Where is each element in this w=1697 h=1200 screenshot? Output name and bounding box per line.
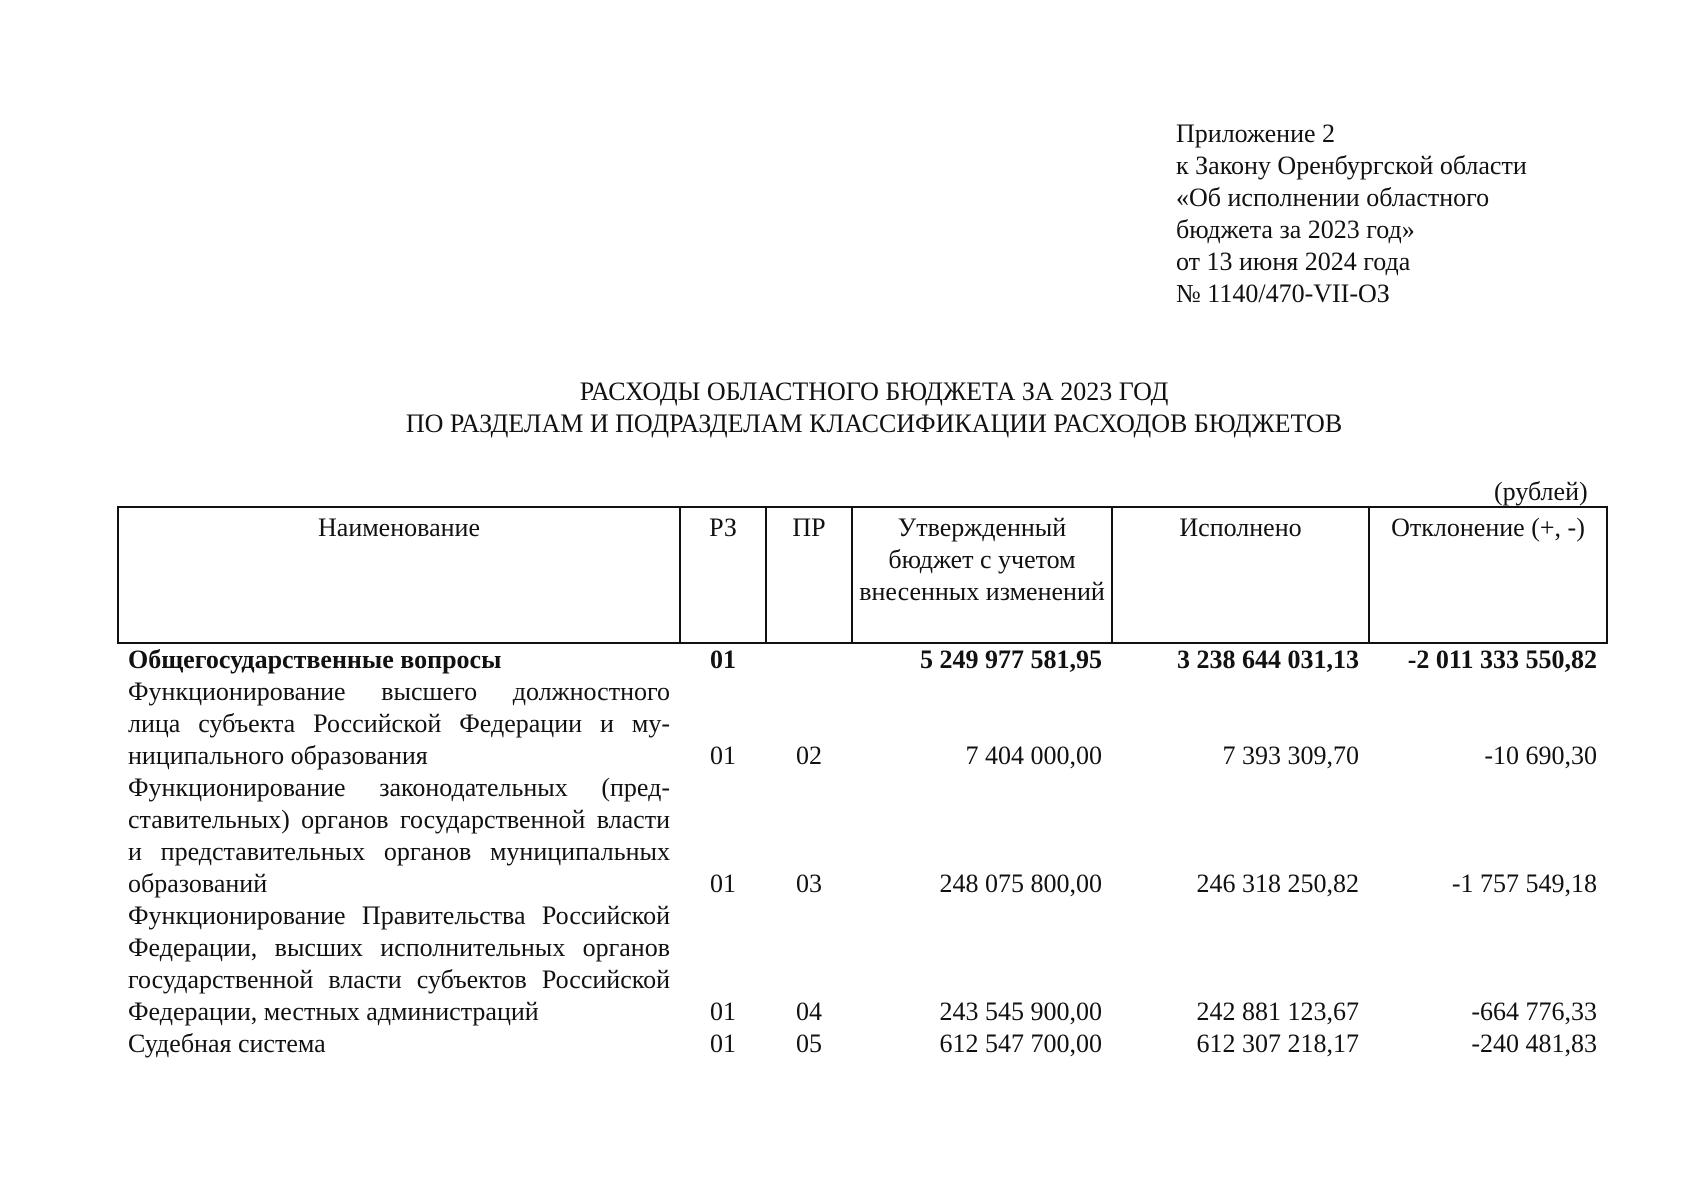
row-deviation: -2 011 333 550,82 (1407, 645, 1597, 674)
row-approved: 7 404 000,00 (965, 741, 1102, 770)
row-pr: 02 (796, 741, 822, 770)
row-rz: 01 (710, 1029, 736, 1058)
row-name: Общегосударственные вопросы (128, 645, 502, 674)
row-deviation: -664 776,33 (1471, 997, 1597, 1026)
units-label: (рублей) (1494, 477, 1588, 506)
appendix-line: № 1140/470-VII-ОЗ (1176, 279, 1390, 308)
document-title (0, 376, 1697, 440)
row-approved: 248 075 800,00 (939, 869, 1102, 898)
appendix-line: бюджета за 2023 год» (1176, 215, 1415, 244)
header-pr: ПР (766, 507, 852, 643)
row-pr: 05 (796, 1029, 822, 1058)
header-approved: Утвержденный бюджет с учетом внесенных изменений (852, 507, 1112, 643)
row-deviation: -1 757 549,18 (1451, 869, 1597, 898)
row-executed: 7 393 309,70 (1222, 741, 1359, 770)
header-deviation: Отклонение (+, -) (1369, 507, 1607, 643)
row-rz: 01 (710, 741, 736, 770)
table-row (118, 772, 1607, 900)
header-rz: РЗ (680, 507, 766, 643)
appendix-line: от 13 июня 2024 года (1176, 247, 1411, 276)
table-row (118, 643, 1607, 676)
appendix-note (1176, 118, 1527, 310)
row-approved: 5 249 977 581,95 (920, 645, 1102, 674)
row-deviation: -240 481,83 (1471, 1029, 1597, 1058)
row-rz: 01 (710, 645, 736, 674)
row-executed: 242 881 123,67 (1196, 997, 1359, 1026)
appendix-line: к Закону Оренбургской области (1176, 151, 1527, 180)
expenditure-table (117, 506, 1608, 1060)
row-name: Функционирование высшего должностного лица субъекта Российской Федерации и муниципального образования (128, 677, 670, 770)
header-executed: Исполнено (1112, 507, 1369, 643)
table-row (118, 900, 1607, 1028)
row-executed: 246 318 250,82 (1196, 869, 1359, 898)
row-deviation: -10 690,30 (1484, 741, 1597, 770)
appendix-line: «Об исполнении областного (1176, 183, 1490, 212)
row-executed: 3 238 644 031,13 (1177, 645, 1359, 674)
row-name: Судебная система (128, 1029, 326, 1058)
row-approved: 612 547 700,00 (939, 1029, 1102, 1058)
table-header-row (118, 507, 1607, 643)
row-approved: 243 545 900,00 (939, 997, 1102, 1026)
title-line-2: ПО РАЗДЕЛАМ И ПОДРАЗДЕЛАМ КЛАССИФИКАЦИИ РАСХОДОВ БЮДЖЕТОВ (405, 409, 1343, 438)
row-pr: 04 (796, 997, 822, 1026)
row-rz: 01 (710, 869, 736, 898)
table-row (118, 1028, 1607, 1060)
row-pr: 03 (796, 869, 822, 898)
row-rz: 01 (710, 997, 736, 1026)
row-name: Функционирование законодательных (представительных) органов государственной власти и представительных органов муниципальных образований (128, 773, 670, 898)
table-row (118, 676, 1607, 772)
row-executed: 612 307 218,17 (1196, 1029, 1359, 1058)
appendix-line: Приложение 2 (1176, 119, 1336, 148)
title-line-1: РАСХОДЫ ОБЛАСТНОГО БЮДЖЕТА ЗА 2023 ГОД (579, 377, 1169, 406)
row-pr (766, 643, 852, 676)
row-name: Функционирование Правительства Российской Федерации, высших исполнительных органов государственной власти субъектов Российской Федерации, местных администраций (128, 901, 670, 1026)
header-name: Наименование (118, 507, 680, 643)
